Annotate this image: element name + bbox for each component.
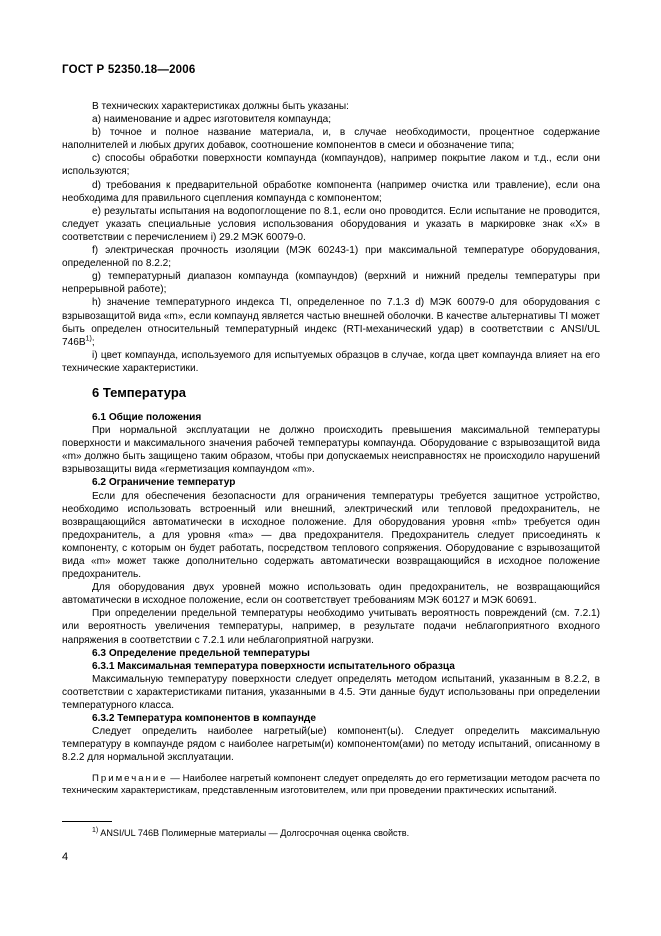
list-item-h xyxy=(62,296,600,348)
list-item-c: c) способы обработки поверхности компаунда (компаундов), например покрытие лаком и т.д., если они используются; xyxy=(62,153,600,178)
paragraph-6-1: При нормальной эксплуатации не должно происходить превышения максимальной температуры поверхности и максимального значения рабочей температуры компаунда. Оборудование с взрывозащитой вида «m» должно быть защищено таким образом, чтобы при допускаемых неисправностях не происходило нарушений взрывозащиты вида «герметизация компаундом «m». xyxy=(62,425,600,476)
list-item-d: d) требования к предварительной обработке компонента (например очистка или травление), если она необходима для правильного сцепления компаунда с компонентом; xyxy=(62,179,600,204)
subsection-6-2-title: 6.2 Ограничение температур xyxy=(92,477,236,489)
footnote-mark: 1) xyxy=(92,826,99,834)
document-header: ГОСТ Р 52350.18—2006 xyxy=(62,64,196,76)
section-6-title: 6 Температура xyxy=(92,384,186,400)
subsection-6-3-1-title: 6.3.1 Максимальная температура поверхности испытательного образца xyxy=(92,660,455,672)
note-paragraph xyxy=(62,773,600,798)
intro-paragraph: В технических характеристиках должны быть указаны: xyxy=(92,101,349,112)
paragraph-6-3-1: Максимальную температуру поверхности следует определять методом испытаний, указанным в 8.2.2, в соответствии с характеристиками питания, указанными в 4.5. Эти данные будут использованы при определении температурного класса. xyxy=(62,673,600,712)
list-item-h-tail: ; xyxy=(91,336,95,348)
list-item-e: e) результаты испытания на водопоглощение по 8.1, если оно проводится. Если испытание не проводится, следует указать специальные условия использования оборудования и указать в маркировке знак «X» в соответствии с перечислением i) 29.2 МЭК 60079-0. xyxy=(62,205,600,243)
paragraph-6-2-a: Если для обеспечения безопасности для ограничения температуры требуется защитное устройство, необходимо использовать встроенный или внешний, электрический или тепловой предохранитель, не возвращающийся автоматически в исходное положение. Для оборудования уровня «mb» требуется один предохранитель, а для уровня «ma» — два предохранителя. Предохранитель следует присоединять к компоненту, с которым он будет работать, посредством теплового сопряжения. Оборудование с взрывозащитой вида «m» может также дополнительно содержать автоматически возвращающийся в исходное положение предохранитель. xyxy=(62,490,600,581)
list-item-g: g) температурный диапазон компаунда (компаундов) (верхний и нижний пределы температуры при непрерывной работе); xyxy=(62,271,600,296)
document-body xyxy=(62,100,600,798)
list-item-i: i) цвет компаунда, используемого для испытуемых образцов в случае, когда цвет компаунда влияет на его технические характеристики. xyxy=(62,349,600,374)
list-item-h-text: h) значение температурного индекса TI, определенное по 7.1.3 d) МЭК 60079-0 для оборудования с взрывозащитой вида «m», если компаунд является частью внешней оболочки. В качестве альтернативы TI может быть определен относительный температурный индекс (RTI-механический удар) в соответствии с ANSI/UL 746B xyxy=(62,297,600,348)
page-number: 4 xyxy=(62,851,69,863)
list-item-a: a) наименование и адрес изготовителя компаунда; xyxy=(92,114,332,126)
paragraph-6-2-c: При определении предельной температуры необходимо учитывать вероятность повреждений (см. 7.2.1) или вероятность увеличения температуры, например, в результате подачи неблагоприятного входного напряжения в соответствии с 7.2.1 или неблагоприятной нагрузки. xyxy=(62,608,600,646)
subsection-6-1-title: 6.1 Общие положения xyxy=(92,411,202,423)
list-item-b: b) точное и полное название материала, и, в случае необходимости, процентное содержание наполнителей и любых других добавок, соотношение компонентов в смеси и обозначение типа; xyxy=(62,127,600,152)
subsection-6-3-2-title: 6.3.2 Температура компонентов в компаунде xyxy=(92,713,316,725)
list-item-f: f) электрическая прочность изоляции (МЭК 60243-1) при максимальной температуре оборудования, определенной по 8.2.2; xyxy=(62,245,600,270)
footnote-separator xyxy=(62,821,112,822)
footnote-ref: 1) xyxy=(85,335,92,343)
footnote-text: ANSI/UL 746B Полимерные материалы — Долгосрочная оценка свойств. xyxy=(98,828,410,838)
paragraph-6-3-2: Следует определить наиболее нагретый(ые) компонент(ы). Следует определить максимальную температуру в компаунде рядом с наиболее нагретым(и) компонентом(ами) по методу испытаний, описанному в 8.2.2 для нормальной эксплуатации. xyxy=(62,726,600,764)
footnote xyxy=(92,827,409,839)
paragraph-6-2-b: Для оборудования двух уровней можно использовать один предохранитель, не возвращающийся автоматически в исходное положение, если он соответствует требованиям МЭК 60127 и МЭК 60691. xyxy=(62,582,600,607)
note-label: Примечание xyxy=(92,772,168,784)
subsection-6-3-title: 6.3 Определение предельной температуры xyxy=(92,647,310,659)
note-text: — Наиболее нагретый компонент следует определять до его герметизации методом расчета по техническим характеристикам, представленным изготовителем, или при проведении практических испытаний. xyxy=(62,772,600,797)
